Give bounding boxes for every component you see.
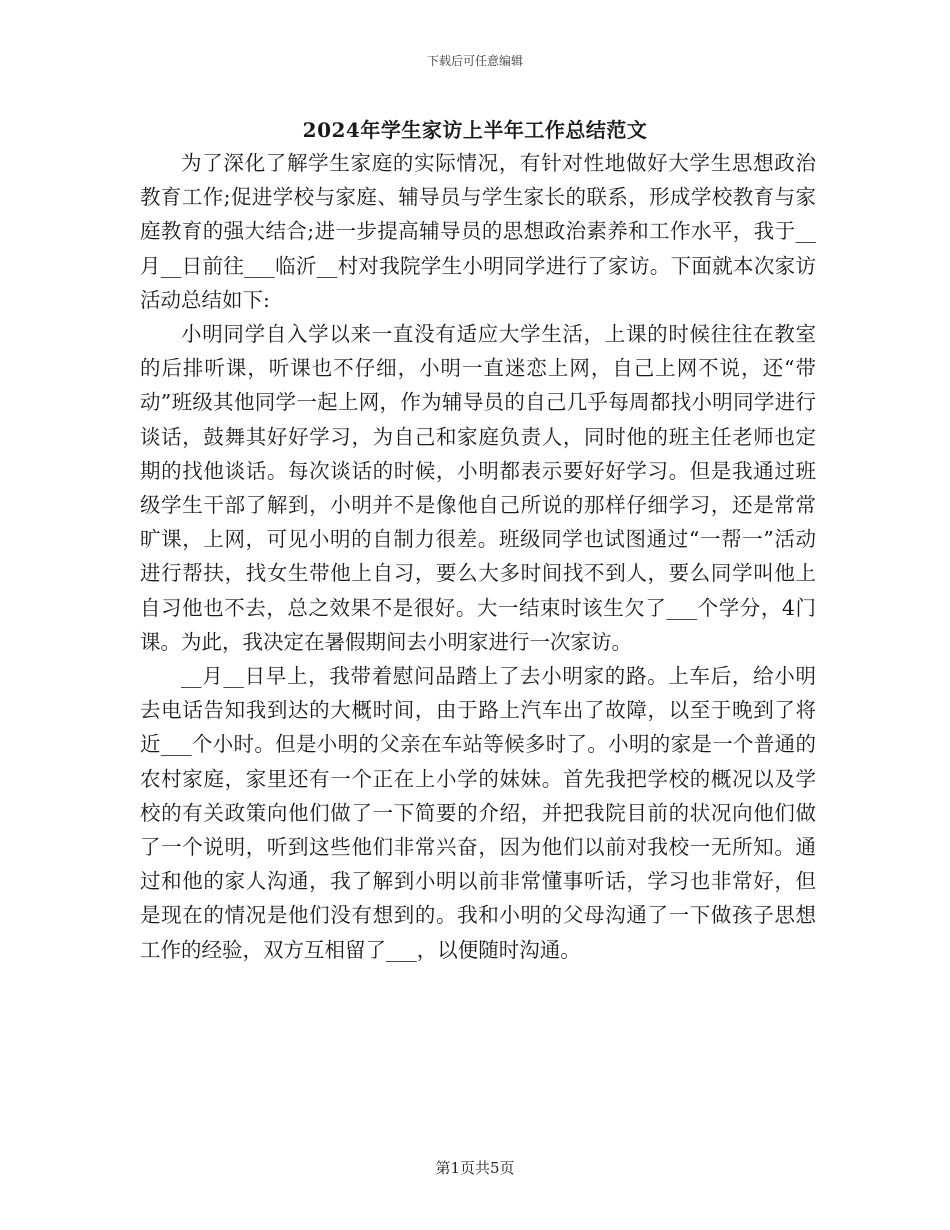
paragraph-3: __月__日早上，我带着慰问品踏上了去小明家的路。上车后，给小明去电话告知我到达的大概时间，由于路上汽车出了故障，以至于晚到了将近___个小时。但是小明的父亲在车站等候多时了。小明的家是一个普通的农村家庭，家里还有一个正在上小学的妹妹。首先我把学校的概况以及学校的有关政策向他们做了一下简要的介绍，并把我院目前的状况向他们做了一个说明，听到这些他们非常兴奋，因为他们以前对我校一无所知。通过和他的家人沟通，我了解到小明以前非常懂事听话，学习也非常好，但是现在的情况是他们没有想到的。我和小明的父母沟通了一下做孩子思想工作的经验，双方互相留了___，以便随时沟通。: [140, 664, 816, 962]
header-note: 下载后可任意编辑: [426, 54, 523, 68]
document-title: 2024年学生家访上半年工作总结范文: [302, 118, 648, 142]
page-footer: 第1页共5页: [435, 1159, 515, 1177]
paragraph-1: 为了深化了解学生家庭的实际情况，有针对性地做好大学生思想政治教育工作;促进学校与家庭、辅导员与学生家长的联系，形成学校教育与家庭教育的强大结合;进一步提高辅导员的思想政治素养和工作水平，我于__月__日前往___临沂__村对我院学生小明同学进行了家访。下面就本次家访活动总结如下:: [140, 151, 816, 312]
document-body: [140, 146, 816, 967]
paragraph-2: 小明同学自入学以来一直没有适应大学生活，上课的时候往往在教室的后排听课，听课也不仔细，小明一直迷恋上网，自己上网不说，还“带动”班级其他同学一起上网，作为辅导员的自己几乎每周都找小明同学进行谈话，鼓舞其好好学习，为自己和家庭负责人，同时他的班主任老师也定期的找他谈话。每次谈话的时候，小明都表示要好好学习。但是我通过班级学生干部了解到，小明并不是像他自己所说的那样仔细学习，还是常常旷课，上网，可见小明的自制力很差。班级同学也试图通过“一帮一”活动进行帮扶，找女生带他上自习，要么大多时间找不到人，要么同学叫他上自习他也不去，总之效果不是很好。大一结束时该生欠了___个学分，4门课。为此，我决定在暑假期间去小明家进行一次家访。: [140, 322, 816, 654]
